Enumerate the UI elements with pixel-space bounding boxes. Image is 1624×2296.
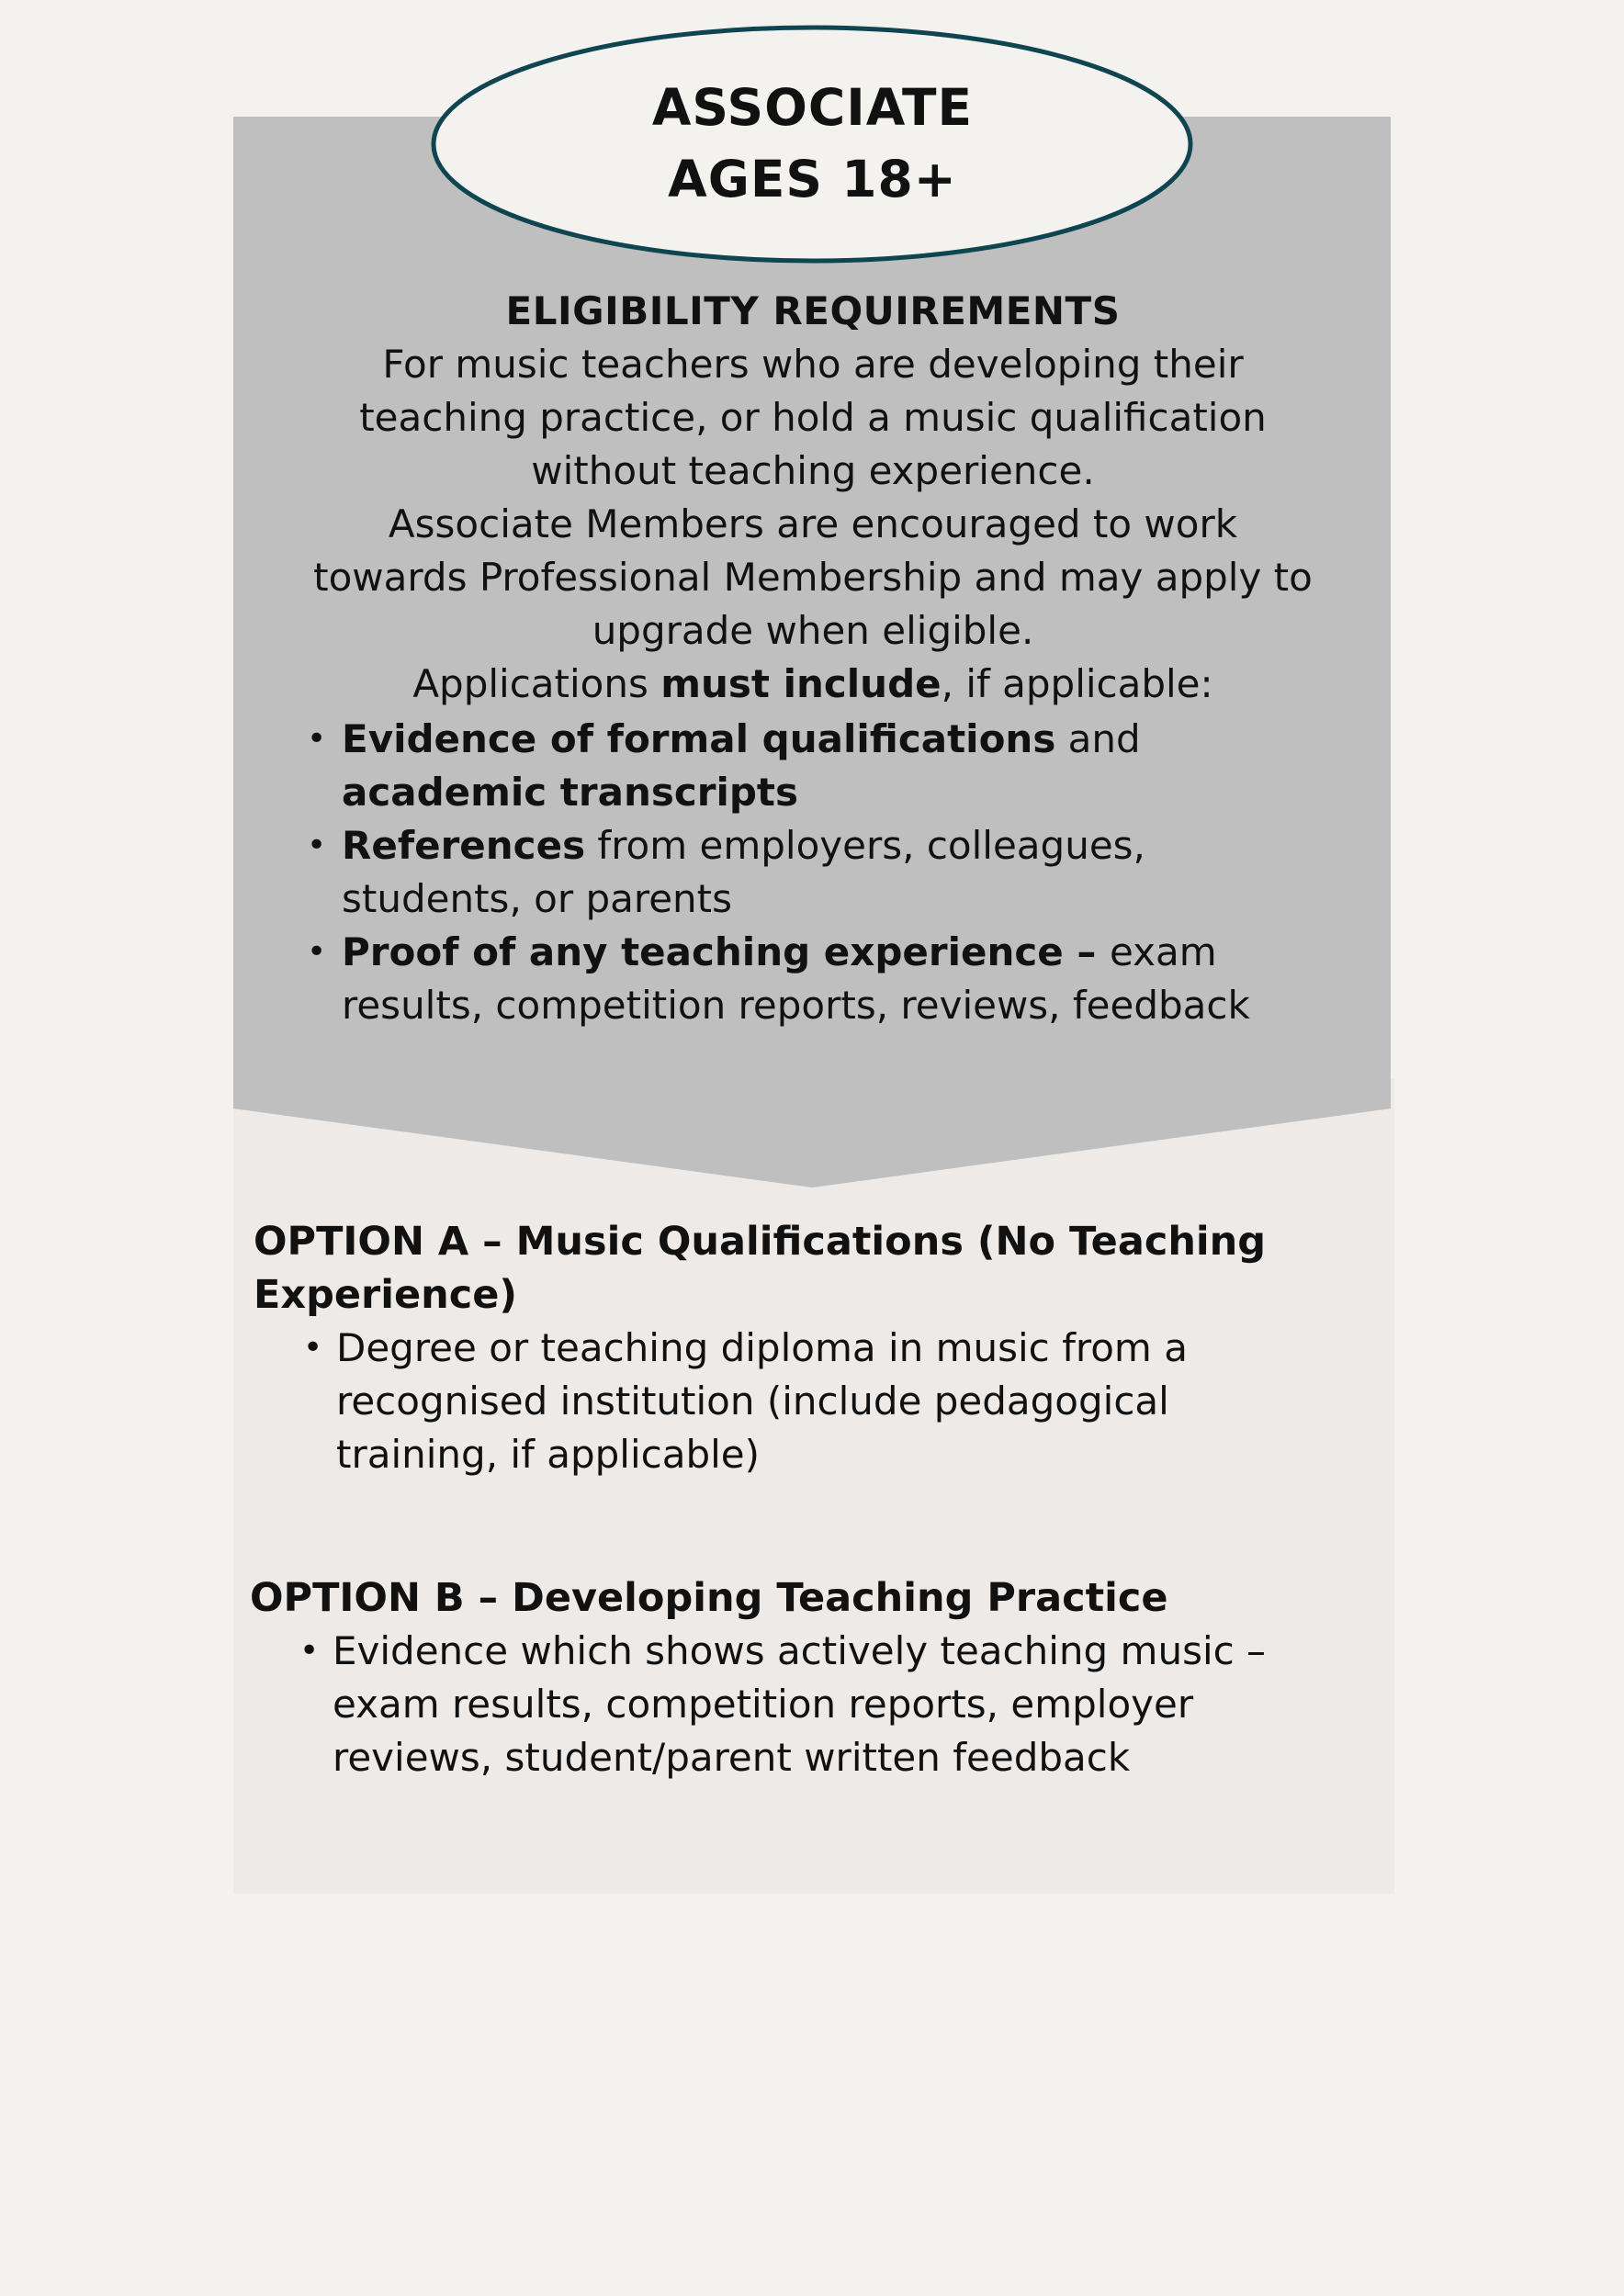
list-item <box>294 819 1341 926</box>
applications-emphasis: must include <box>660 661 942 706</box>
list-item-emphasis: References <box>342 823 586 868</box>
option-b-heading: OPTION B – Developing Teaching Practice <box>250 1575 1168 1621</box>
list-item-line <box>342 979 1341 1032</box>
title-line-1: ASSOCIATE <box>651 78 974 137</box>
list-item-line <box>342 872 1341 926</box>
title-badge <box>433 26 1192 261</box>
list-item <box>294 926 1341 1032</box>
applications-line <box>257 658 1369 711</box>
list-item-text: and <box>1055 716 1141 761</box>
list-item-text: exam <box>1110 929 1217 974</box>
title-line-2: AGES 18+ <box>668 150 957 208</box>
list-item <box>294 713 1341 819</box>
list-item-emphasis: Evidence of formal qualifications <box>342 716 1056 761</box>
list-item-line: reviews, student/parent written feedback <box>333 1735 1131 1780</box>
eligibility-section <box>257 285 1369 711</box>
option-a-heading <box>254 1215 1383 1322</box>
list-item-emphasis: Proof of any teaching experience – <box>342 929 1111 974</box>
list-item-text: students, or parents <box>342 876 733 921</box>
list-item-line <box>342 713 1341 766</box>
list-item-line: recognised institution (include pedagogical <box>336 1379 1169 1424</box>
list-item-line <box>342 819 1341 872</box>
option-a-list <box>254 1322 1383 1481</box>
applications-prefix: Applications <box>412 661 661 706</box>
encourage-line: Associate Members are encouraged to work <box>388 501 1238 546</box>
encourage-line: upgrade when eligible. <box>592 608 1034 653</box>
option-a-heading-line: Experience) <box>254 1272 518 1318</box>
option-a-section <box>254 1215 1383 1481</box>
option-a-heading-line: OPTION A – Music Qualifications (No Teaching <box>254 1219 1267 1265</box>
option-b-list <box>250 1625 1380 1784</box>
list-item <box>287 1625 1380 1784</box>
eligibility-heading: ELIGIBILITY REQUIREMENTS <box>505 288 1121 333</box>
list-item-line <box>342 766 1341 819</box>
list-item-emphasis: academic transcripts <box>342 770 798 815</box>
intro-line: teaching practice, or hold a music qualification <box>359 395 1267 440</box>
intro-line: without teaching experience. <box>531 448 1095 493</box>
eligibility-requirements-list <box>294 713 1341 1032</box>
option-b-section <box>250 1571 1380 1784</box>
list-item-line: • Degree or teaching diploma in music from a <box>336 1325 1188 1370</box>
list-item-text: from employers, colleagues, <box>585 823 1145 868</box>
list-item-line <box>342 926 1341 979</box>
list-item-line: exam results, competition reports, employer <box>333 1682 1194 1727</box>
intro-line: For music teachers who are developing their <box>382 342 1244 387</box>
applications-suffix: , if applicable: <box>941 661 1213 706</box>
list-item-line: • Evidence which shows actively teaching music – <box>333 1628 1267 1673</box>
list-item-text: results, competition reports, reviews, feedback <box>342 983 1250 1028</box>
encourage-line: towards Professional Membership and may apply to <box>313 555 1313 600</box>
list-item <box>290 1322 1383 1481</box>
list-item-line: training, if applicable) <box>336 1432 760 1477</box>
